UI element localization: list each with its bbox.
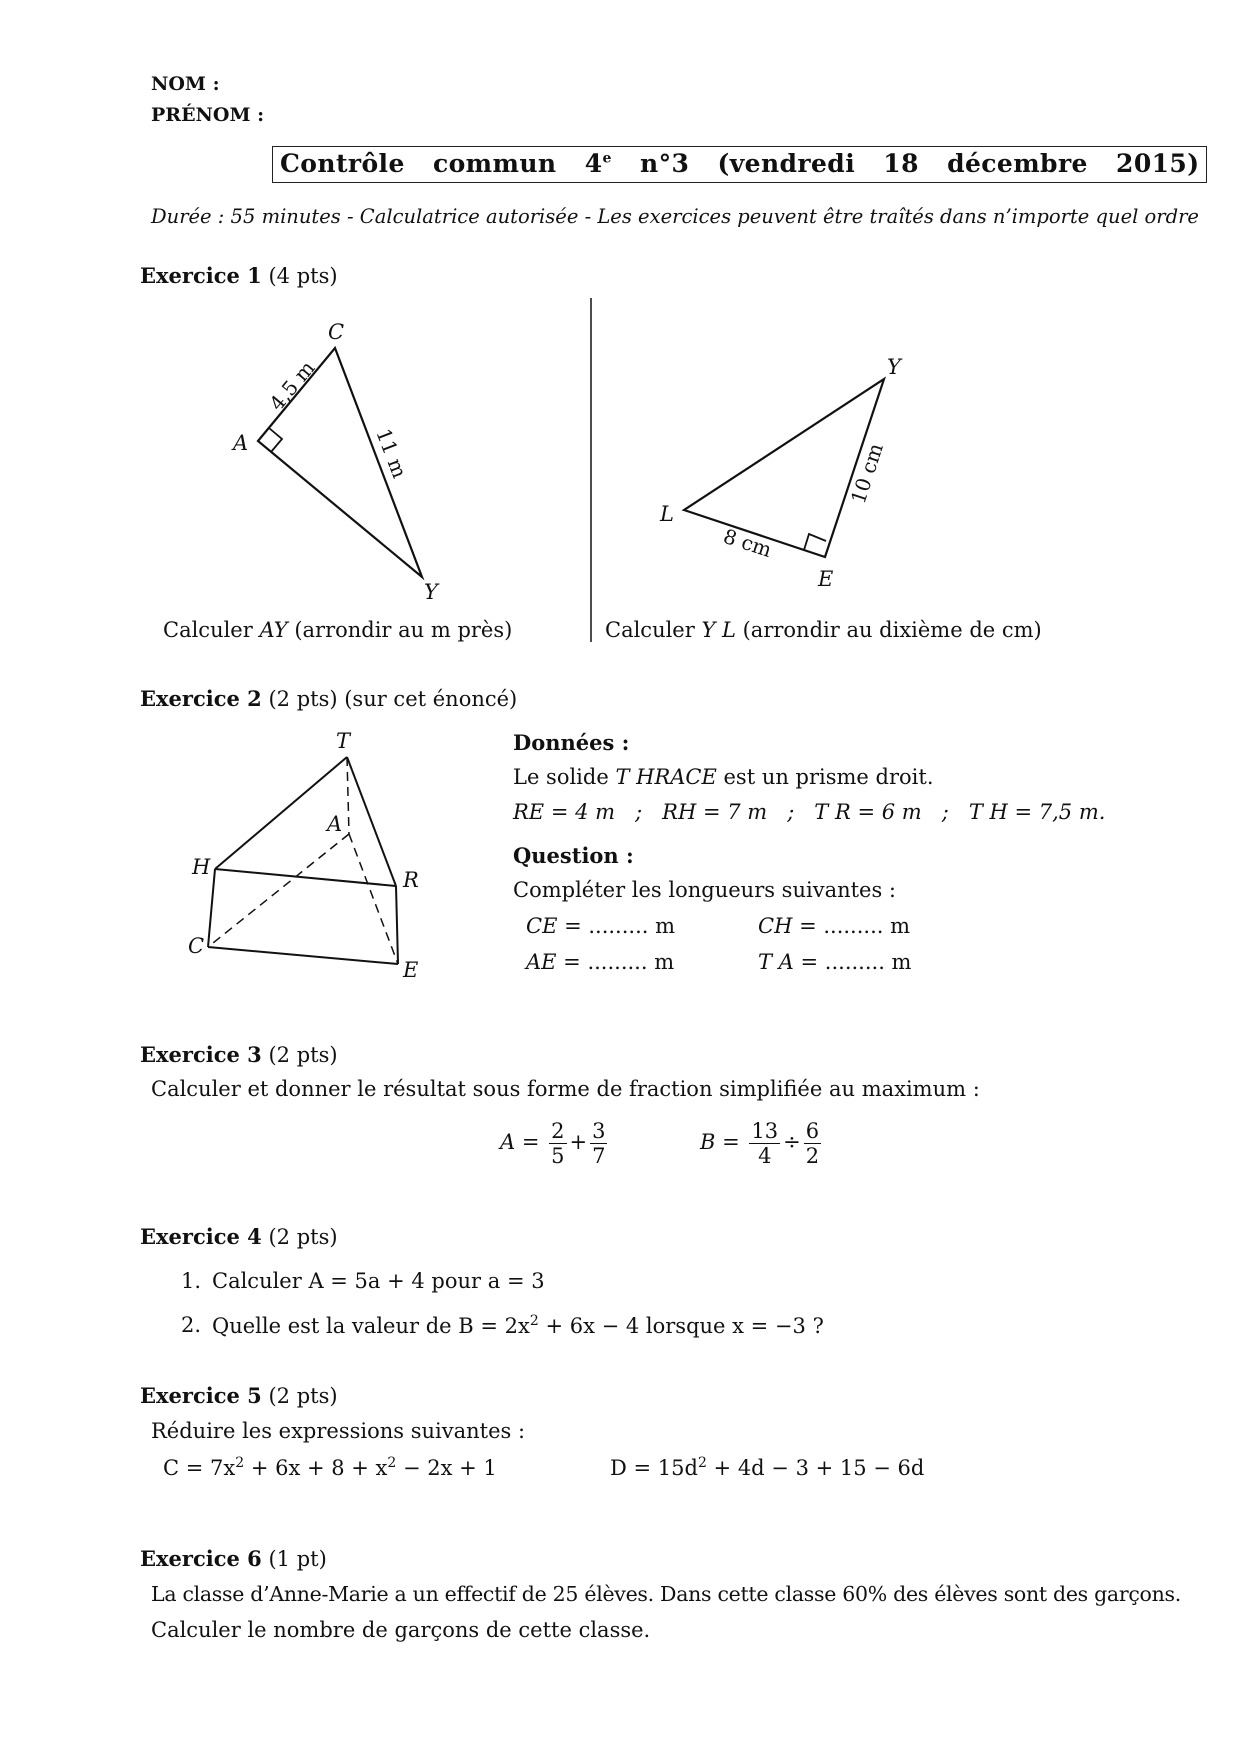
expr-a-name: A: [500, 1130, 516, 1154]
label-y2: Y: [887, 355, 901, 379]
blank-ta: [758, 950, 911, 974]
edge-ac-hidden: [208, 834, 349, 947]
ex6-line2: Calculer le nombre de garçons de cette classe.: [151, 1618, 651, 1642]
title-suffix: n°3 (vendredi 18 décembre 2015): [611, 149, 1200, 178]
ex5-instruction: Réduire les expressions suivantes :: [151, 1419, 526, 1443]
q-left-pre: Calculer: [163, 618, 260, 642]
ex4-heading: [140, 1224, 338, 1249]
ex2-line1-pre: Le solide: [513, 765, 616, 789]
ex2-title: Exercice 2: [140, 686, 262, 711]
blank-ch-var: CH: [758, 914, 793, 938]
numerator: 2: [551, 1119, 565, 1143]
denominator: 5: [551, 1144, 565, 1168]
dim-ey: 10 cm: [845, 440, 888, 507]
edge-ce: [208, 947, 398, 964]
ex4-item1-num: 1.: [181, 1269, 202, 1293]
label-c: C: [328, 320, 345, 344]
prism-figure: [0, 0, 520, 1000]
fraction: [749, 1119, 780, 1168]
triangle-ley: [684, 379, 884, 557]
ex4-points: (2 pts): [261, 1225, 338, 1249]
blank-ce: [526, 914, 675, 938]
expr-c-b: + 6x + 8 + x: [244, 1456, 388, 1480]
label-a: A: [233, 431, 249, 455]
dim-le: 8 cm: [720, 523, 775, 562]
ex6-heading: [140, 1546, 327, 1571]
ex4-item2-num: 2.: [181, 1313, 202, 1337]
q-right-var: Y L: [701, 618, 736, 642]
nom-label: NOM :: [151, 73, 220, 95]
fraction: [549, 1119, 566, 1168]
ex4-item2: [212, 1313, 824, 1338]
ex2-line1: [513, 765, 934, 789]
blank-ce-var: CE: [526, 914, 558, 938]
ex6-line1: La classe d’Anne-Marie a un effectif de 25 élèves. Dans cette classe 60% des élèves sont des garçons.: [151, 1582, 1181, 1606]
fraction: [590, 1119, 607, 1168]
q-right-pre: Calculer: [605, 618, 702, 642]
ex2-points: (2 pts) (sur cet énoncé): [261, 687, 518, 711]
fraction: [804, 1119, 821, 1168]
ex4-item2-post: + 6x − 4 lorsque x = −3 ?: [538, 1314, 824, 1338]
numerator: 6: [805, 1119, 820, 1143]
ex4-item1: Calculer A = 5a + 4 pour a = 3: [212, 1269, 545, 1293]
ex1-title: Exercice 1: [140, 263, 262, 288]
expression-a: [500, 1119, 610, 1168]
ex3-instruction: Calculer et donner le résultat sous forme de fraction simplifiée au maximum :: [151, 1077, 980, 1101]
q-left-post: (arrondir au m près): [287, 618, 513, 642]
numerator: 3: [592, 1119, 606, 1143]
operator: +: [569, 1130, 588, 1154]
edge-hr: [215, 869, 396, 886]
expr-a-eq: =: [515, 1130, 547, 1154]
expr-c-sup2: 2: [387, 1455, 397, 1471]
label-r: R: [403, 868, 419, 892]
subtitle: Durée : 55 minutes - Calculatrice autorisée - Les exercices peuvent être traîtés dans n’importe quel ordre: [151, 205, 1199, 228]
expression-b: [700, 1119, 824, 1168]
label-c2: C: [188, 934, 205, 958]
blank-ae: [526, 950, 674, 974]
title-sup: e: [602, 150, 612, 167]
edge-tr: [347, 757, 396, 886]
ex3-title: Exercice 3: [140, 1042, 262, 1067]
ex4-item2-pre: Quelle est la valeur de B = 2x: [212, 1314, 530, 1338]
edge-re: [396, 886, 398, 964]
q-right-post: (arrondir au dixième de cm): [735, 618, 1042, 642]
ex2-line1-post: est un prisme droit.: [716, 765, 934, 789]
denominator: 7: [592, 1144, 606, 1168]
operator: ÷: [783, 1130, 801, 1154]
denominator: 4: [758, 1144, 772, 1168]
blank-ae-rest: = ......... m: [556, 950, 675, 974]
q-left-var: AY: [259, 618, 288, 642]
donnees-label: Données :: [513, 730, 630, 755]
ex6-points: (1 pt): [261, 1547, 327, 1571]
ex2-measures: RE = 4 m ; RH = 7 m ; T R = 6 m ; T H = 7,5 m.: [513, 800, 1106, 824]
prenom-label: PRÉNOM :: [151, 104, 265, 126]
blank-ta-var: T A: [758, 950, 794, 974]
ex3-points: (2 pts): [261, 1043, 338, 1067]
blank-ae-var: AE: [526, 950, 557, 974]
label-e2: E: [403, 958, 419, 982]
ex5-points: (2 pts): [261, 1384, 338, 1408]
denominator: 2: [805, 1144, 820, 1168]
edge-ae-hidden: [349, 834, 398, 964]
edge-ta-hidden: [347, 757, 349, 834]
expr-b-name: B: [700, 1130, 716, 1154]
ex5-heading: [140, 1383, 338, 1408]
expr-c-sup1: 2: [235, 1455, 245, 1471]
edge-hc: [208, 869, 215, 947]
expr-c-c: − 2x + 1: [396, 1456, 497, 1480]
ex4-item2-sup: 2: [529, 1313, 539, 1329]
label-y: Y: [424, 580, 438, 604]
ex3-heading: [140, 1042, 338, 1067]
blank-ch: [758, 914, 910, 938]
question-label: Question :: [513, 843, 634, 868]
blank-ce-rest: = ......... m: [557, 914, 676, 938]
label-h: H: [192, 855, 211, 879]
expr-d-a: D = 15d: [610, 1456, 698, 1480]
ex2-instruction: Compléter les longueurs suivantes :: [513, 878, 897, 902]
blank-ta-rest: = ......... m: [793, 950, 912, 974]
expr-d-sup1: 2: [697, 1455, 707, 1471]
label-t: T: [336, 729, 351, 753]
dim-cy: 11 m: [371, 425, 412, 482]
expr-b-eq: =: [715, 1130, 747, 1154]
ex1-question-right: [605, 618, 1042, 642]
ex1-points: (4 pts): [261, 264, 338, 288]
title-prefix: Contrôle commun 4: [280, 149, 603, 178]
label-e: E: [818, 567, 834, 591]
numerator: 13: [751, 1119, 779, 1143]
ex5-title: Exercice 5: [140, 1383, 262, 1408]
expression-d: [610, 1455, 924, 1480]
expr-c-a: C = 7x: [163, 1456, 236, 1480]
label-a2: A: [327, 812, 343, 836]
label-l: L: [660, 502, 674, 526]
ex4-title: Exercice 4: [140, 1224, 262, 1249]
blank-ch-rest: = ......... m: [792, 914, 911, 938]
ex2-line1-var: T HRACE: [615, 765, 717, 789]
dim-ac: 4,5 m: [264, 356, 320, 416]
right-angle-mark-e: [804, 534, 826, 550]
ex6-title: Exercice 6: [140, 1546, 262, 1571]
expression-c: [163, 1455, 497, 1480]
expr-d-b: + 4d − 3 + 15 − 6d: [706, 1456, 925, 1480]
